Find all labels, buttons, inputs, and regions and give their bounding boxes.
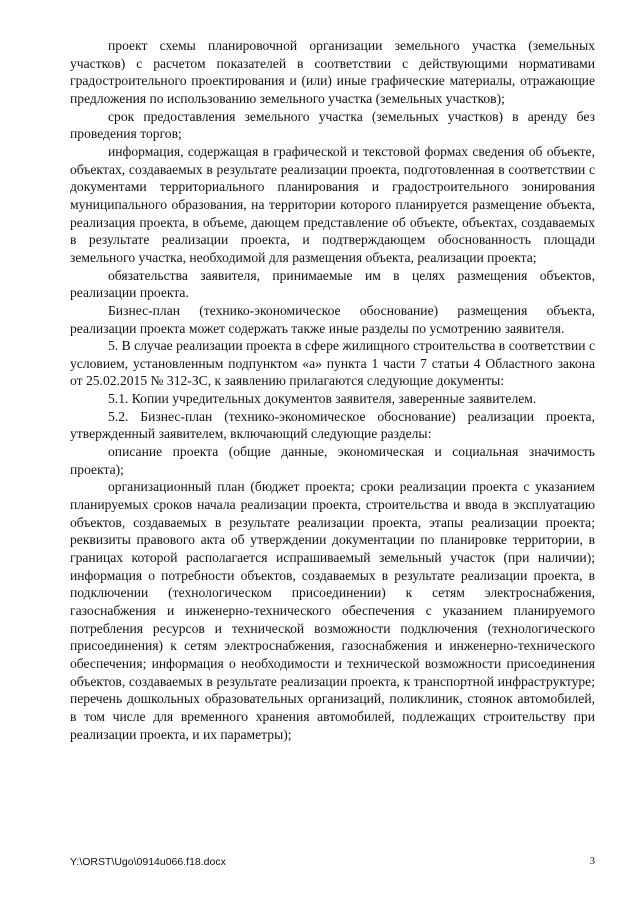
paragraph-section-5: 5. В случае реализации проекта в сфере жилищного строительства в соответствии с условием, установленным подпунктом «а» пункта 1 части 7 статьи 4 Областного закона от 25.02.2015 № 312-ЗС, к заявлению прилагаются следующие документы: bbox=[70, 338, 595, 389]
paragraph-section-5-2: 5.2. Бизнес-план (технико-экономическое обоснование) реализации проекта, утвержденный заявителем, включающий следующие разделы: bbox=[70, 408, 595, 442]
document-body bbox=[70, 37, 595, 743]
page-number: 3 bbox=[589, 856, 595, 867]
footer-file-path: Y:\ORST\Ugo\0914u066.f18.docx bbox=[70, 856, 226, 868]
page-footer bbox=[70, 855, 595, 871]
paragraph-business-plan-sections: Бизнес-план (технико-экономическое обоснование) размещения объекта, реализации проекта может содержать также иные разделы по усмотрению заявителя. bbox=[70, 302, 595, 336]
paragraph-section-5-1: 5.1. Копии учредительных документов заявителя, заверенные заявителем. bbox=[108, 391, 537, 407]
paragraph-organizational-plan: организационный план (бюджет проекта; сроки реализации проекта с указанием планируемых сроков начала реализации проекта, строительства и ввода в эксплуатацию объектов, создаваемых в результате реализации проекта, этапы реализации проекта; реквизиты правового акта об утверждении документации по планировке территории, в границах которой располагается испрашиваемый земельный участок (при наличии); информация о потребности объектов, создаваемых в результате реализации проекта, в подключении (технологическом присоединении) к сетям электроснабжения, газоснабжения и инженерно-технического обеспечения с указанием планируемого потребления ресурсов и технической возможности подключения (технологического присоединения) к сетям электроснабжения, газоснабжения и инженерно-технического обеспечения; информация о необходимости и технической возможности присоединения объектов, создаваемых в результате реализации проекта, к транспортной инфраструктуре; перечень дошкольных образовательных организаций, поликлиник, стоянок автомобилей, в том числе для временного хранения автомобилей, подлежащих строительству при реализации проекта, и их параметры); bbox=[70, 479, 595, 742]
paragraph-planning-scheme: проект схемы планировочной организации земельного участка (земельных участков) с расчетом показателей в соответствии с действующими нормативами градостроительного проектирования и (или) иные графические материалы, отражающие предложения по использованию земельного участка (земельных участков); bbox=[70, 38, 595, 106]
paragraph-lease-term: срок предоставления земельного участка (земельных участков) в аренду без проведения торгов; bbox=[70, 108, 595, 142]
paragraph-project-description: описание проекта (общие данные, экономическая и социальная значимость проекта); bbox=[70, 444, 595, 477]
paragraph-object-information: информация, содержащая в графической и текстовой формах сведения об объекте, объектах, создаваемых в результате реализации проекта, подготовленная в соответствии с документами территориального планирования и градостроительного зонирования муниципального образования, на территории которого планируется размещение объекта, реализация проекта, в объеме, дающем представление об объекте, объектах, создаваемых в результате реализации проекта, и подтверждающем обоснованность площади земельного участка, необходимой для размещения объекта, реализации проекта; bbox=[70, 143, 595, 265]
paragraph-applicant-obligations: обязательства заявителя, принимаемые им в целях размещения объектов, реализации проекта. bbox=[70, 267, 595, 301]
